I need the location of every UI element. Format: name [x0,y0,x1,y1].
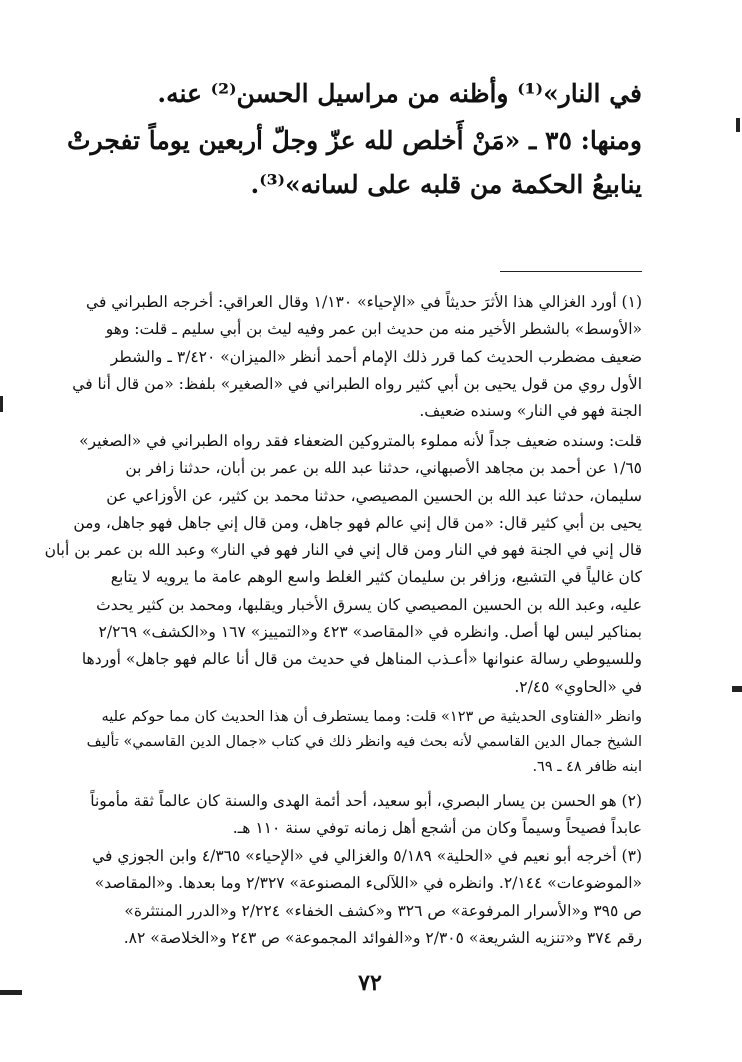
footnote-line: (١) أورد الغزالي هذا الأثرَ حديثاً في «الإحياء» ١/١٣٠ وقال العراقي: أخرجه الطبراني في [86,293,642,311]
footnote-2 [44,788,642,843]
main-line: ومنها: ٣٥ ـ «مَنْ أَخلص لله عزّ وجلّ أربعين يوماً تفجرتْ [67,126,642,155]
footnote-line: عليه، وعبد الله بن الحسين المصيصي كان يسرق الأخبار ويقلبها، ومحمد بن كثير يحدث [96,595,642,614]
footnote-separator [500,271,642,272]
page-number: ٧٢ [358,970,382,996]
scan-mark [0,396,3,412]
main-line: ينابيعُ الحكمة من قلبه على لسانه»⁽³⁾. [250,170,642,199]
footnote-line: كان غالياً في التشيع، وزافر بن سليمان كثير الغلط واسع الوهم عامة ما يرويه لا يتابع [110,568,642,587]
footnote-line: وللسيوطي رسالة عنوانها «أعـذب المناهل في حديث من قال أنا عالم فهو جاهل» أوردها [81,650,642,669]
footnote-line: رقم ٣٧٤ و«تنزيه الشريعة» ٢/٣٠٥ و«الفوائد المجموعة» ص ٢٤٣ و«الخلاصة» ٨٢. [123,928,642,947]
scan-mark [732,686,742,692]
footnote-line: يحيى بن أبي كثير قال: «من قال إني عالم فهو جاهل، ومن قال إني جاهل فهو جاهل، ومن [73,513,642,532]
scan-mark [0,990,22,995]
footnote-line: بمناكير ليس لها أصل. وانظره في «المقاصد» ٤٢٣ و«التمييز» ١٦٧ و«الكشف» ٢/٢٦٩ [98,623,642,642]
main-line: في النار»⁽¹⁾ وأظنه من مراسيل الحسن⁽²⁾ عنه. [157,79,642,108]
scan-mark [736,118,740,132]
footnote-line: ١/٦٥ عن أحمد بن مجاهد الأصبهاني، حدثنا عبد الله بن عمر بن أبان، حدثنا زافر بن [125,459,642,478]
footnote-line: الأول روي من قول يحيى بن أبي كثير رواه الطبراني في «الصغير» بلفظ: «من قال أنا في [72,374,642,393]
footnote-line: سليمان، حدثنا عبد الله بن الحسين المصيصي، حدثنا محمد بن كثير، عن الأوزاعي عن [106,486,642,505]
footnote-line: (٢) هو الحسن بن يسار البصري، أبو سعيد، أحد أئمة الهدى والسنة كان عالماً ثقة مأموناً [90,792,642,810]
footnote-line: ص ٣٩٥ و«الأسرار المرفوعة» ص ٣٢٦ و«كشف الخفاء» ٢/٢٢٤ و«الدرر المنتثرة» [124,901,642,920]
footnote-line: وانظر «الفتاوى الحديثية ص ١٢٣» قلت: ومما يستطرف أن هذا الحديث كان مما حوكم عليه [101,709,642,725]
footnote-line: «الأوسط» بالشطر الأخير منه من حديث ابن عمر وفيه ليث بن أبي سليم ـ قلت: وهو [105,320,642,339]
footnote-1-note [44,705,642,780]
footnote-line: «الموضوعات» ٢/١٤٤. وانظره في «اللآلىء المصنوعة» ٢/٣٢٧ وما بعدها. و«المقاصد» [94,874,642,893]
footnote-line: ضعيف مضطرب الحديث كما قرر ذلك الإمام أحمد أنظر «الميزان» ٣/٤٢٠ ـ والشطر [110,347,642,366]
footnote-line: الشيخ جمال الدين القاسمي لأنه بحث فيه وانظر ذلك في كتاب «جمال الدين القاسمي» تأليف [86,734,642,750]
footnote-line: ابنه ظافر ٤٨ ـ ٦٩. [532,759,642,775]
footnote-3 [44,843,642,952]
footnote-line: قلت: وسنده ضعيف جداً لأنه مملوء بالمتروكين الضعفاء فقد رواه الطبراني في «الصغير» [79,432,642,450]
footnote-1-commentary [44,428,642,701]
footnote-line: قال إني في الجنة فهو في النار ومن قال إني في النار فهو في النار» وعبد الله بن عمر بن أبان [44,541,642,560]
footnote-1 [44,289,642,425]
footnote-line: عابداً فصيحاً وسيماً وكان من أشجع أهل زمانه توفي سنة ١١٠ هـ. [232,819,642,838]
main-text [44,72,642,207]
footnote-line: الجنة فهو في النار» وسنده ضعيف. [419,402,642,421]
footnote-line: في «الحاوي» ٢/٤٥. [514,677,642,696]
footnote-line: (٣) أخرجه أبو نعيم في «الحلية» ٥/١٨٩ والغزالي في «الإحياء» ٤/٣٦٥ وابن الجوزي في [92,847,642,865]
